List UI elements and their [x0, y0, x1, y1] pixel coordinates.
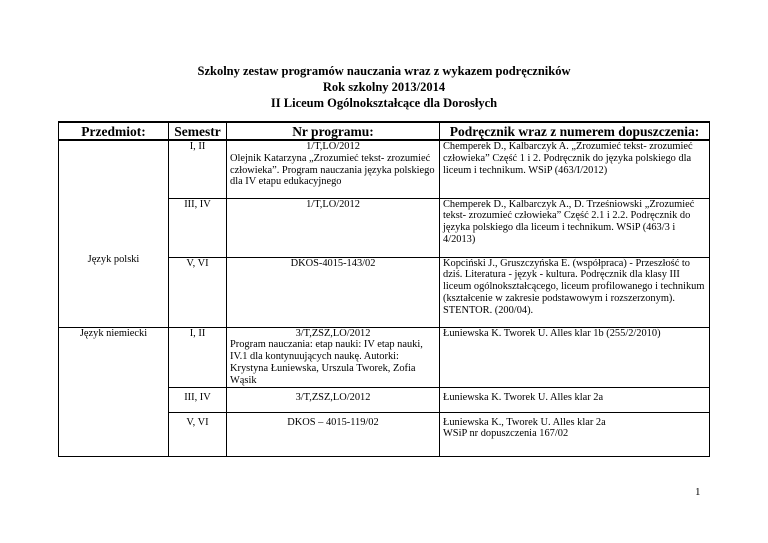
textbook-cell: Łuniewska K. Tworek U. Alles klar 2a	[440, 387, 710, 412]
programs-table	[58, 121, 710, 457]
program-number: DKOS-4015-143/02	[227, 257, 440, 327]
program-description: Program nauczania: etap nauki: IV etap nauki, IV.1 dla kontynuujących naukę. Autorki: Krystyna Łuniewska, Urszula Tworek, Zofia Wąsik	[230, 339, 423, 386]
textbook-cell	[440, 412, 710, 456]
textbook-approval-number: WSiP nr dopuszczenia 167/02	[443, 428, 569, 440]
program-number: DKOS – 4015-119/02	[227, 412, 440, 456]
document-header	[0, 63, 768, 111]
textbook-cell: Chemperek D., Kalbarczyk A., D. Trześniowski „Zrozumieć tekst- zrozumieć człowieka” Część 2.1 i 2.2. Podręcznik do języka polskiego dla liceum i technikum. WSiP (463/3 i 4/2013)	[440, 198, 710, 257]
table-header-row	[59, 122, 710, 140]
textbook-cell: Łuniewska K. Tworek U. Alles klar 1b (255/2/2010)	[440, 327, 710, 387]
program-number: 1/T,LO/2012	[306, 141, 360, 152]
semester-cell: III, IV	[169, 198, 227, 257]
semester-cell: V, VI	[169, 257, 227, 327]
textbook-cell: Chemperek D., Kalbarczyk A. „Zrozumieć tekst- zrozumieć człowieka” Część 1 i 2. Podręcznik do języka polskiego dla liceum i technikum. WSiP (463/I/2012)	[440, 140, 710, 198]
header-title: Szkolny zestaw programów nauczania wraz z wykazem podręczników	[197, 64, 571, 78]
page-number: 1	[695, 486, 701, 498]
program-number: 3/T,ZSZ,LO/2012	[295, 327, 371, 339]
subject-cell-polski: Język polski	[59, 140, 169, 327]
textbook-title: Łuniewska K., Tworek U. Alles klar 2a	[443, 416, 606, 428]
program-cell	[227, 327, 440, 387]
column-header-nr-programu: Nr programu:	[227, 122, 440, 140]
column-header-podrecznik: Podręcznik wraz z numerem dopuszczenia:	[440, 122, 710, 140]
semester-cell: V, VI	[169, 412, 227, 456]
program-number: 1/T,LO/2012	[227, 198, 440, 257]
column-header-przedmiot: Przedmiot:	[59, 122, 169, 140]
program-cell	[227, 140, 440, 198]
program-description: Olejnik Katarzyna „Zrozumieć tekst- zrozumieć człowieka”. Program nauczania języka polskiego dla IV etapu edukacyjnego	[230, 152, 435, 188]
textbook-cell: Kopciński J., Gruszczyńska E. (współpraca) - Przeszłość to dziś. Literatura - język - kultura. Podręcznik dla klasy III liceum ogólnokształcącego, liceum profilowanego i technikum (kształcenie w zakresie podstawowym i rozszerzonym). STENTOR. (200/04).	[440, 257, 710, 327]
semester-cell: I, II	[169, 140, 227, 198]
semester-cell: I, II	[169, 327, 227, 387]
program-number: 3/T,ZSZ,LO/2012	[227, 387, 440, 412]
column-header-semestr: Semestr	[169, 122, 227, 140]
table-row	[59, 327, 710, 387]
header-school-name: II Liceum Ogólnokształcące dla Dorosłych	[270, 96, 498, 110]
table-row	[59, 140, 710, 198]
header-school-year: Rok szkolny 2013/2014	[322, 80, 446, 94]
semester-cell: III, IV	[169, 387, 227, 412]
subject-cell-niemiecki: Język niemiecki	[59, 327, 169, 456]
